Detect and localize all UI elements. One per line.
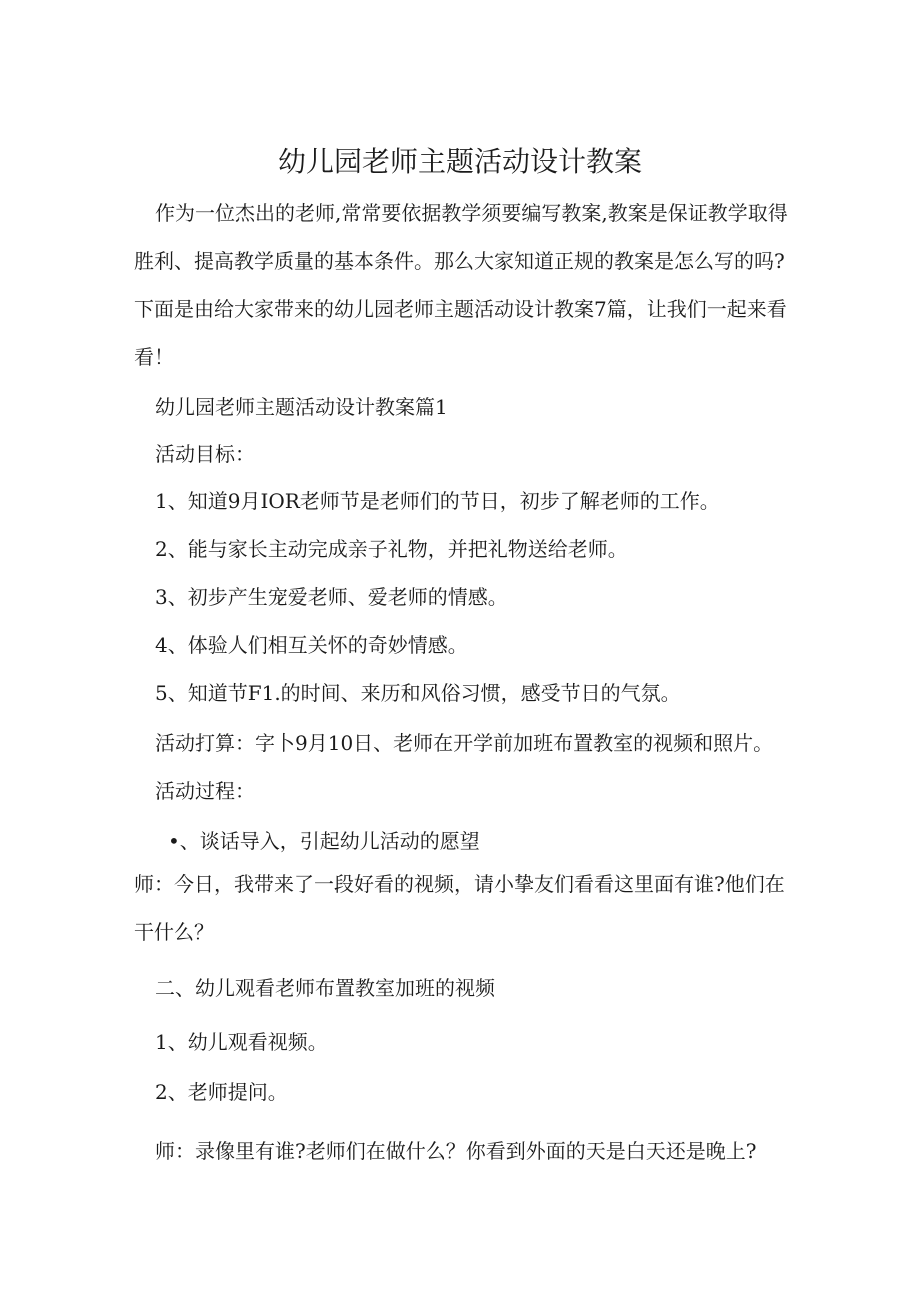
activity-plan: 活动打算：字卜9月10日、老师在开学前加班布置教室的视频和照片。 [155,731,774,755]
goal-item: 5、知道节F1.的时间、来历和风俗习惯，感受节日的气氛。 [155,681,681,705]
teacher-dialogue [134,860,794,956]
step2-item: 1、幼儿观看视频。 [155,1030,328,1054]
teacher-dialogue-text: 师：今日，我带来了一段好看的视频，请小挚友们看看这里面有谁?他们在干什么？ [134,872,785,944]
goal-item: 2、能与家长主动完成亲子礼物，并把礼物送给老师。 [155,537,628,561]
goal-item: 4、体验人们相互关怀的奇妙情感。 [155,633,468,657]
teacher-dialogue: 师：录像里有谁?老师们在做什么？你看到外面的天是白天还是晚上? [155,1139,757,1163]
step2-item: 2、老师提问。 [155,1080,288,1104]
document-title: 幼儿园老师主题活动设计教案 [277,145,642,178]
section-heading: 幼儿园老师主题活动设计教案篇1 [155,395,448,419]
step1-heading: •、谈话导入，引起幼儿活动的愿望 [168,829,480,853]
goal-item: 3、初步产生宠爱老师、爱老师的情感。 [155,585,508,609]
goals-label: 活动目标： [155,442,255,466]
goal-item: 1、知道9月IOR老师节是老师们的节日，初步了解老师的工作。 [155,489,720,513]
process-label: 活动过程： [155,779,255,803]
step2-heading: 二、幼儿观看老师布置教室加班的视频 [155,976,495,1000]
intro-paragraph: 作为一位杰出的老师,常常要依据教学须要编写教案,教案是保证教学取得胜利、提高教学质量的基本条件。那么大家知道正规的教案是怎么写的吗?下面是由给大家带来的幼儿园老师主题活动设计教案7篇，让我们一起来看看！ [134,201,788,369]
